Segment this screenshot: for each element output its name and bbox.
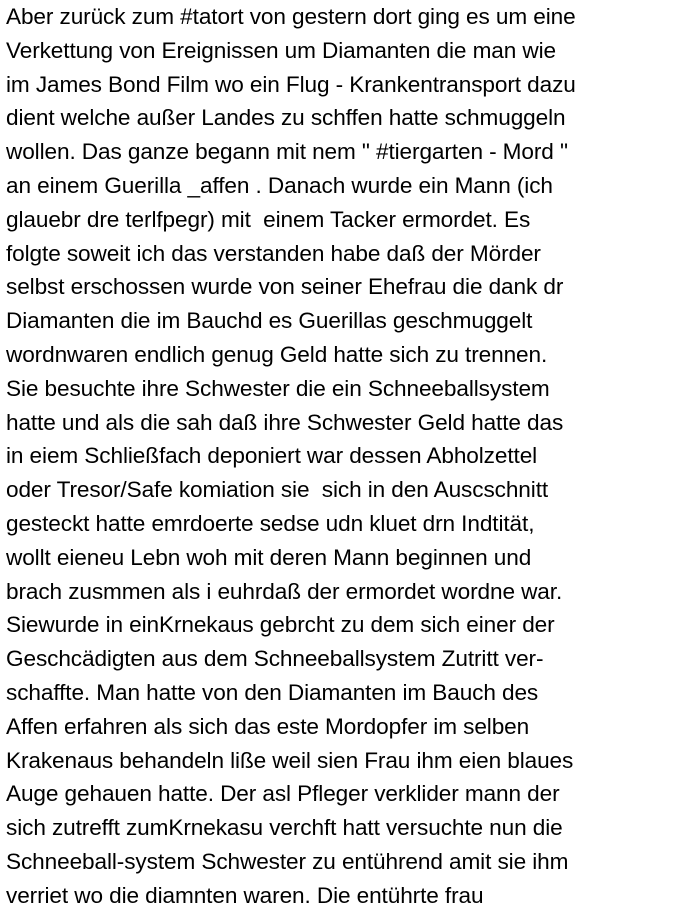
text-line-6: an einem Guerilla _affen . Danach wurde ein Mann (ich <box>6 172 553 198</box>
text-line-27: verriet wo die diamnten waren. Die entührte frau <box>6 882 484 908</box>
text-line-9: selbst erschossen wurde von seiner Ehefrau die dank dr <box>6 274 564 300</box>
text-line-24: Auge gehauen hatte. Der asl Pfleger verklider mann der <box>6 781 560 807</box>
text-line-7: glauebr dre terlfpegr) mit einem Tacker ermordet. Es <box>6 206 531 232</box>
text-line-13: hatte und als die sah daß ihre Schwester Geld hatte das <box>6 409 564 435</box>
text-line-25: sich zutrefft zumKrnekasu verchft hatt versuchte nun die <box>6 815 563 841</box>
text-line-12: Sie besuchte ihre Schwester die ein Schneeballsystem <box>6 375 550 401</box>
text-line-23: Krakenaus behandeln liße weil sien Frau ihm eien blaues <box>6 747 574 773</box>
text-line-10: Diamanten die im Bauchd es Guerillas geschmuggelt <box>6 308 533 334</box>
text-line-14: in eiem Schließfach deponiert war dessen Abholzettel <box>6 443 538 469</box>
text-line-3: im James Bond Film wo ein Flug - Krankentransport dazu <box>6 71 576 97</box>
text-line-5: wollen. Das ganze begann mit nem " #tiergarten - Mord " <box>6 139 568 165</box>
text-line-20: Geschcädigten aus dem Schneeballsystem Zutritt ver- <box>6 646 544 672</box>
text-line-21: schaffte. Man hatte von den Diamanten im Bauch des <box>6 679 539 705</box>
document-page <box>6 0 684 920</box>
text-line-11: wordnwaren endlich genug Geld hatte sich zu trennen. <box>6 341 548 367</box>
text-line-2: Verkettung von Ereignissen um Diamanten die man wie <box>6 37 557 63</box>
text-line-15: oder Tresor/Safe komiation sie sich in den Auscschnitt <box>6 477 549 503</box>
text-line-1: Aber zurück zum #tatort von gestern dort ging es um eine <box>6 4 576 29</box>
text-line-18: brach zusmmen als i euhrdaß der ermordet wordne war. <box>6 578 563 604</box>
text-line-4: dient welche außer Landes zu schffen hatte schmuggeln <box>6 105 566 131</box>
text-line-22: Affen erfahren als sich das este Mordopfer im selben <box>6 713 530 739</box>
text-line-17: wollt eieneu Lebn woh mit deren Mann beginnen und <box>6 544 532 570</box>
text-line-8: folgte soweit ich das verstanden habe daß der Mörder <box>6 240 541 266</box>
text-line-16: gesteckt hatte emrdoerte sedse udn kluet drn Indtität, <box>6 510 535 536</box>
text-line-26: Schneeball-system Schwester zu entührend amit sie ihm <box>6 848 569 874</box>
text-line-19: Siewurde in einKrnekaus gebrcht zu dem sich einer der <box>6 612 555 638</box>
